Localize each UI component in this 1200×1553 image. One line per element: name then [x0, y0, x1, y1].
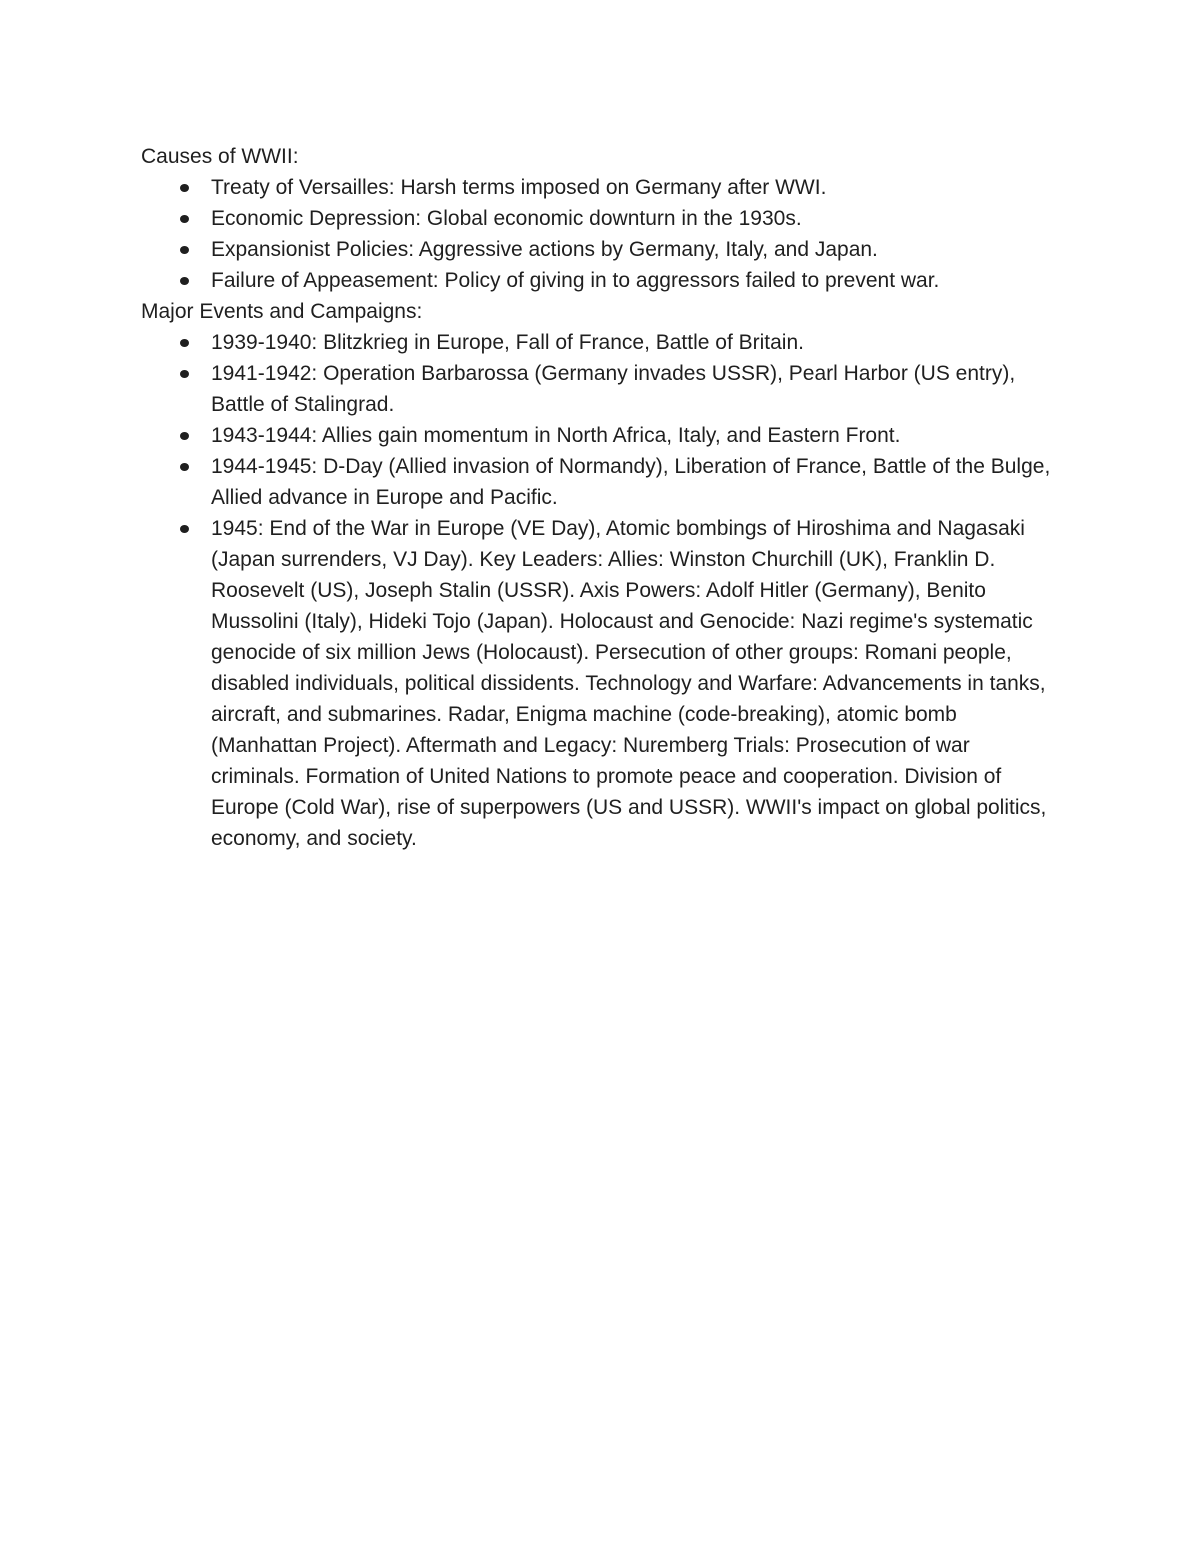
list-item-text: 1939-1940: Blitzkrieg in Europe, Fall of France, Battle of Britain.: [211, 331, 804, 354]
bullet-icon: [180, 463, 189, 471]
bullet-icon: [180, 184, 189, 192]
list-item-text: 1941-1942: Operation Barbarossa (Germany invades USSR), Pearl Harbor (US entry), Battle of Stalingrad.: [211, 362, 1016, 416]
list-item-text: Expansionist Policies: Aggressive actions by Germany, Italy, and Japan.: [211, 238, 878, 261]
list-item: [211, 234, 1061, 265]
section-heading-causes: Causes of WWII:: [141, 145, 299, 168]
bullet-icon: [180, 246, 189, 254]
list-item: [211, 358, 1061, 420]
bullet-list-major-events: [141, 327, 1061, 854]
bullet-icon: [180, 215, 189, 223]
list-item: [211, 265, 1061, 296]
bullet-icon: [180, 277, 189, 285]
list-item: [211, 203, 1061, 234]
list-item: [211, 451, 1061, 513]
bullet-icon: [180, 370, 189, 378]
list-item-text: Treaty of Versailles: Harsh terms imposed on Germany after WWI.: [211, 176, 827, 199]
bullet-icon: [180, 432, 189, 440]
list-item: [211, 420, 1061, 451]
bullet-icon: [180, 525, 189, 533]
list-item: [211, 513, 1061, 854]
list-item: [211, 327, 1061, 358]
document-content: [141, 141, 1061, 854]
list-item-text: 1945: End of the War in Europe (VE Day), Atomic bombings of Hiroshima and Nagasaki (Japan surrenders, VJ Day). Key Leaders: Allies: Winston Churchill (UK), Franklin D. Roosevelt (US), Joseph Stalin (USSR). Axis Powers: Adolf Hitler (Germany), Benito Mussolini (Italy), Hideki Tojo (Japan). Holocaust and Genocide: Nazi regime's systematic genocide of six million Jews (Holocaust). Persecution of other groups: Romani people, disabled individuals, political dissidents. Technology and Warfare: Advancements in tanks, aircraft, and submarines. Radar, Enigma machine (code-breaking), atomic bomb (Manhattan Project). Aftermath and Legacy: Nuremberg Trials: Prosecution of war criminals. Formation of United Nations to promote peace and cooperation. Division of Europe (Cold War), rise of superpowers (US and USSR). WWII's impact on global politics, economy, and society.: [211, 517, 1047, 850]
list-item-text: 1944-1945: D-Day (Allied invasion of Normandy), Liberation of France, Battle of the Bulge, Allied advance in Europe and Pacific.: [211, 455, 1051, 509]
list-item-text: Economic Depression: Global economic downturn in the 1930s.: [211, 207, 802, 230]
section-heading-major-events: Major Events and Campaigns:: [141, 300, 423, 323]
list-item: [211, 172, 1061, 203]
bullet-list-causes: [141, 172, 1061, 296]
bullet-icon: [180, 339, 189, 347]
list-item-text: 1943-1944: Allies gain momentum in North Africa, Italy, and Eastern Front.: [211, 424, 901, 447]
list-item-text: Failure of Appeasement: Policy of giving in to aggressors failed to prevent war.: [211, 269, 940, 292]
